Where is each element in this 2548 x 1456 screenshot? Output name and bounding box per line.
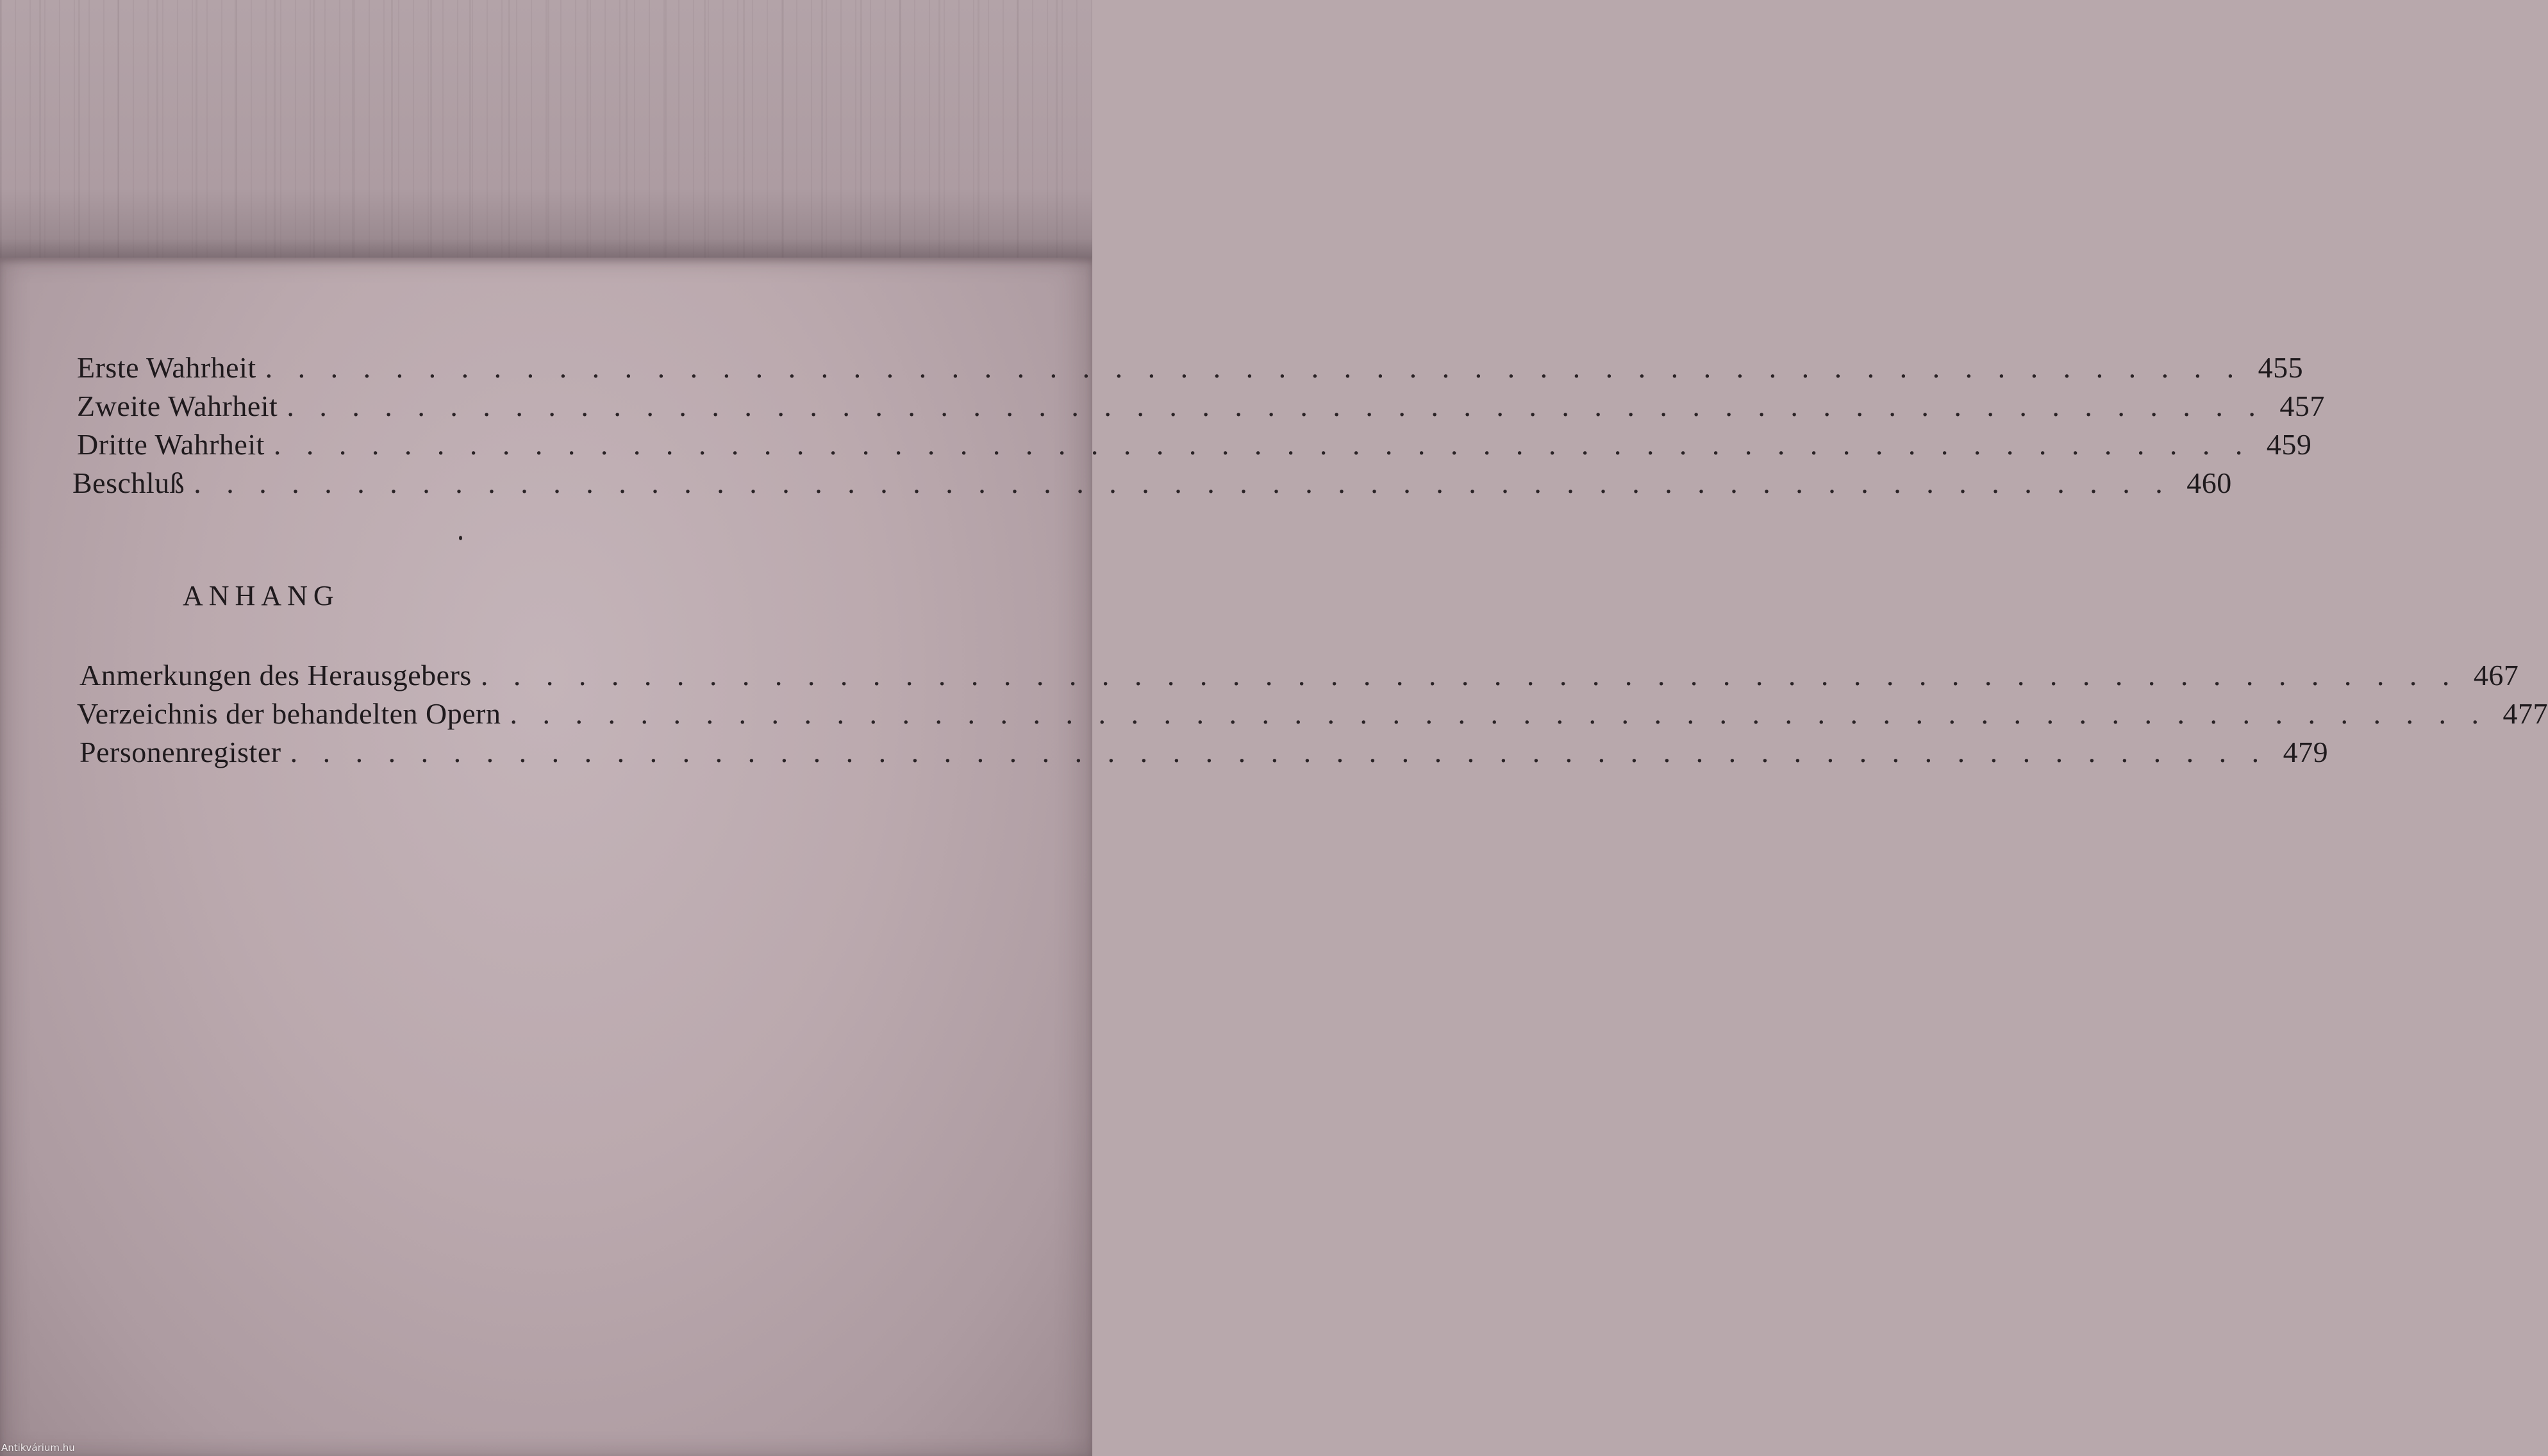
section-heading-anhang: ANHANG [183, 580, 340, 611]
book-page [0, 258, 2548, 1456]
toc-leader-dots: . . . . . . . . . . . . . . . . . . . . . . . . . . . . . . . . . . . . . . . . . . . . . . . . . . . . . . . . . . . . . [287, 390, 2265, 422]
toc-leader-dots: . . . . . . . . . . . . . . . . . . . . . . . . . . . . . . . . . . . . . . . . . . . . . . . . . . . . . . . . . . . . . [290, 736, 2269, 768]
toc-entry-beschluss [72, 465, 2232, 501]
toc-entry-dritte-wahrheit [77, 427, 2312, 463]
toc-page-number: 460 [2186, 467, 2232, 499]
toc-leader-dots: . . . . . . . . . . . . . . . . . . . . . . . . . . . . . . . . . . . . . . . . . . . . . . . . . . . . . . . . . . . . . [194, 467, 2172, 499]
toc-entry-title: Anmerkungen des Herausgebers [79, 659, 472, 691]
toc-page-number: 479 [2283, 736, 2329, 768]
toc-leader-dots: . . . . . . . . . . . . . . . . . . . . . . . . . . . . . . . . . . . . . . . . . . . . . . . . . . . . . . . . . . . . . [265, 351, 2244, 384]
toc-leader-dots: . . . . . . . . . . . . . . . . . . . . . . . . . . . . . . . . . . . . . . . . . . . . . . . . . . . . . . . . . . . . . [273, 428, 2252, 461]
toc-page-number: 467 [2473, 659, 2519, 691]
toc-entry-title: Beschluß [72, 467, 185, 499]
toc-entry-anmerkungen [79, 658, 2519, 693]
toc-entry-title: Zweite Wahrheit [77, 390, 278, 422]
toc-entry-title: Verzeichnis der behandelten Opern [77, 697, 501, 730]
toc-page-number: 459 [2266, 428, 2312, 461]
toc-entry-title: Erste Wahrheit [77, 351, 256, 384]
toc-entry-personenregister [79, 734, 2329, 770]
toc-entry-verzeichnis [77, 696, 2548, 732]
background-surface [0, 0, 1092, 269]
toc-page-number: 477 [2502, 697, 2548, 730]
toc-entry-erste-wahrheit [77, 350, 2304, 386]
toc-leader-dots: . . . . . . . . . . . . . . . . . . . . . . . . . . . . . . . . . . . . . . . . . . . . . . . . . . . . . . . . . . . . . [480, 659, 2459, 691]
toc-entry-title: Personenregister [79, 736, 281, 768]
ink-speck [459, 536, 462, 540]
watermark-text: Antikvárium.hu [1, 1442, 75, 1453]
toc-entry-title: Dritte Wahrheit [77, 428, 265, 461]
toc-entry-zweite-wahrheit [77, 388, 2325, 424]
toc-leader-dots: . . . . . . . . . . . . . . . . . . . . . . . . . . . . . . . . . . . . . . . . . . . . . . . . . . . . . . . . . . . . . [510, 697, 2488, 730]
toc-page-number: 457 [2279, 390, 2325, 422]
toc-page-number: 455 [2258, 351, 2304, 384]
